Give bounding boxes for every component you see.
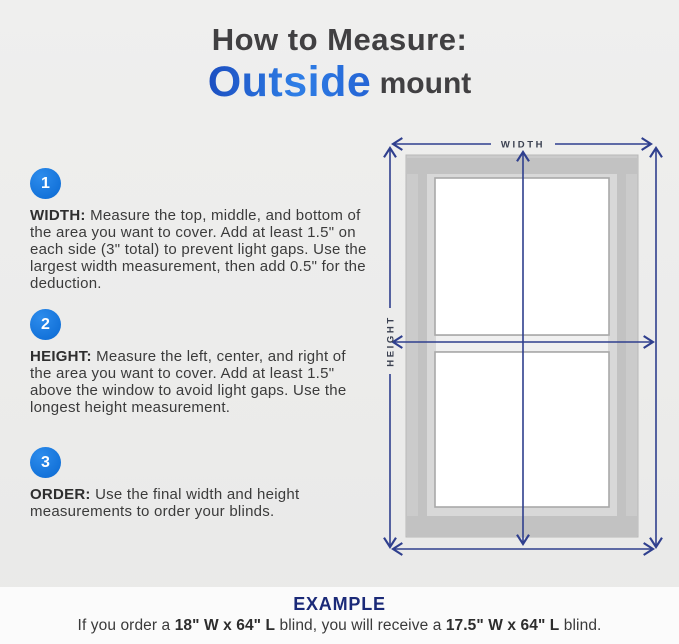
step-2-body: Measure the left, center, and right of the area you want to cover. Add at least 1.5" above the window to avoid light gaps. Use the longest height measurement.	[30, 348, 347, 416]
example-middle: blind, you will receive a	[275, 617, 446, 634]
step-1-badge: 1	[30, 168, 61, 199]
step-3-label: ORDER:	[30, 486, 91, 503]
step-2-badge: 2	[30, 309, 61, 340]
window-left-jamb	[418, 174, 427, 517]
width-label: WIDTH	[500, 139, 546, 151]
step-3-body: Use the final width and height measurements to order your blinds.	[30, 486, 300, 520]
step-1-text	[30, 207, 370, 292]
window-top-band	[407, 158, 637, 174]
example-heading: EXAMPLE	[293, 594, 386, 614]
window-middle-rail	[436, 336, 608, 351]
example-ordered-size: 18" W x 64" L	[174, 617, 276, 634]
window-sill-band	[407, 516, 637, 536]
example-received-size: 17.5" W x 64" L	[445, 617, 560, 634]
example-prefix: If you order a	[77, 617, 175, 634]
glass-pane-bottom	[435, 352, 609, 507]
step-3-badge: 3	[30, 447, 61, 478]
title-line1: How to Measure:	[211, 22, 468, 57]
example-suffix: blind.	[559, 617, 602, 634]
step-2-label: HEIGHT:	[30, 348, 92, 365]
glass-pane-top	[435, 178, 609, 335]
title-line2	[0, 57, 679, 106]
step-1	[30, 168, 375, 292]
height-label: HEIGHT	[385, 315, 397, 367]
step-1-body: Measure the top, middle, and bottom of the area you want to cover. Add at least 1.5" on each side (3" total) to prevent light gaps. Use the largest width measurement, then add 0.5" for the deduction.	[30, 207, 367, 292]
example-sentence	[0, 617, 679, 635]
step-2-text	[30, 348, 370, 416]
title-rest: mount	[371, 66, 472, 100]
window-measure-diagram	[375, 130, 675, 565]
step-3-text	[30, 486, 370, 520]
example-section	[0, 587, 679, 644]
step-1-label: WIDTH:	[30, 207, 86, 224]
step-2	[30, 309, 375, 416]
window-right-jamb	[617, 174, 626, 517]
page-title	[0, 24, 679, 105]
step-3	[30, 447, 375, 520]
title-highlight: Outside	[207, 57, 372, 106]
